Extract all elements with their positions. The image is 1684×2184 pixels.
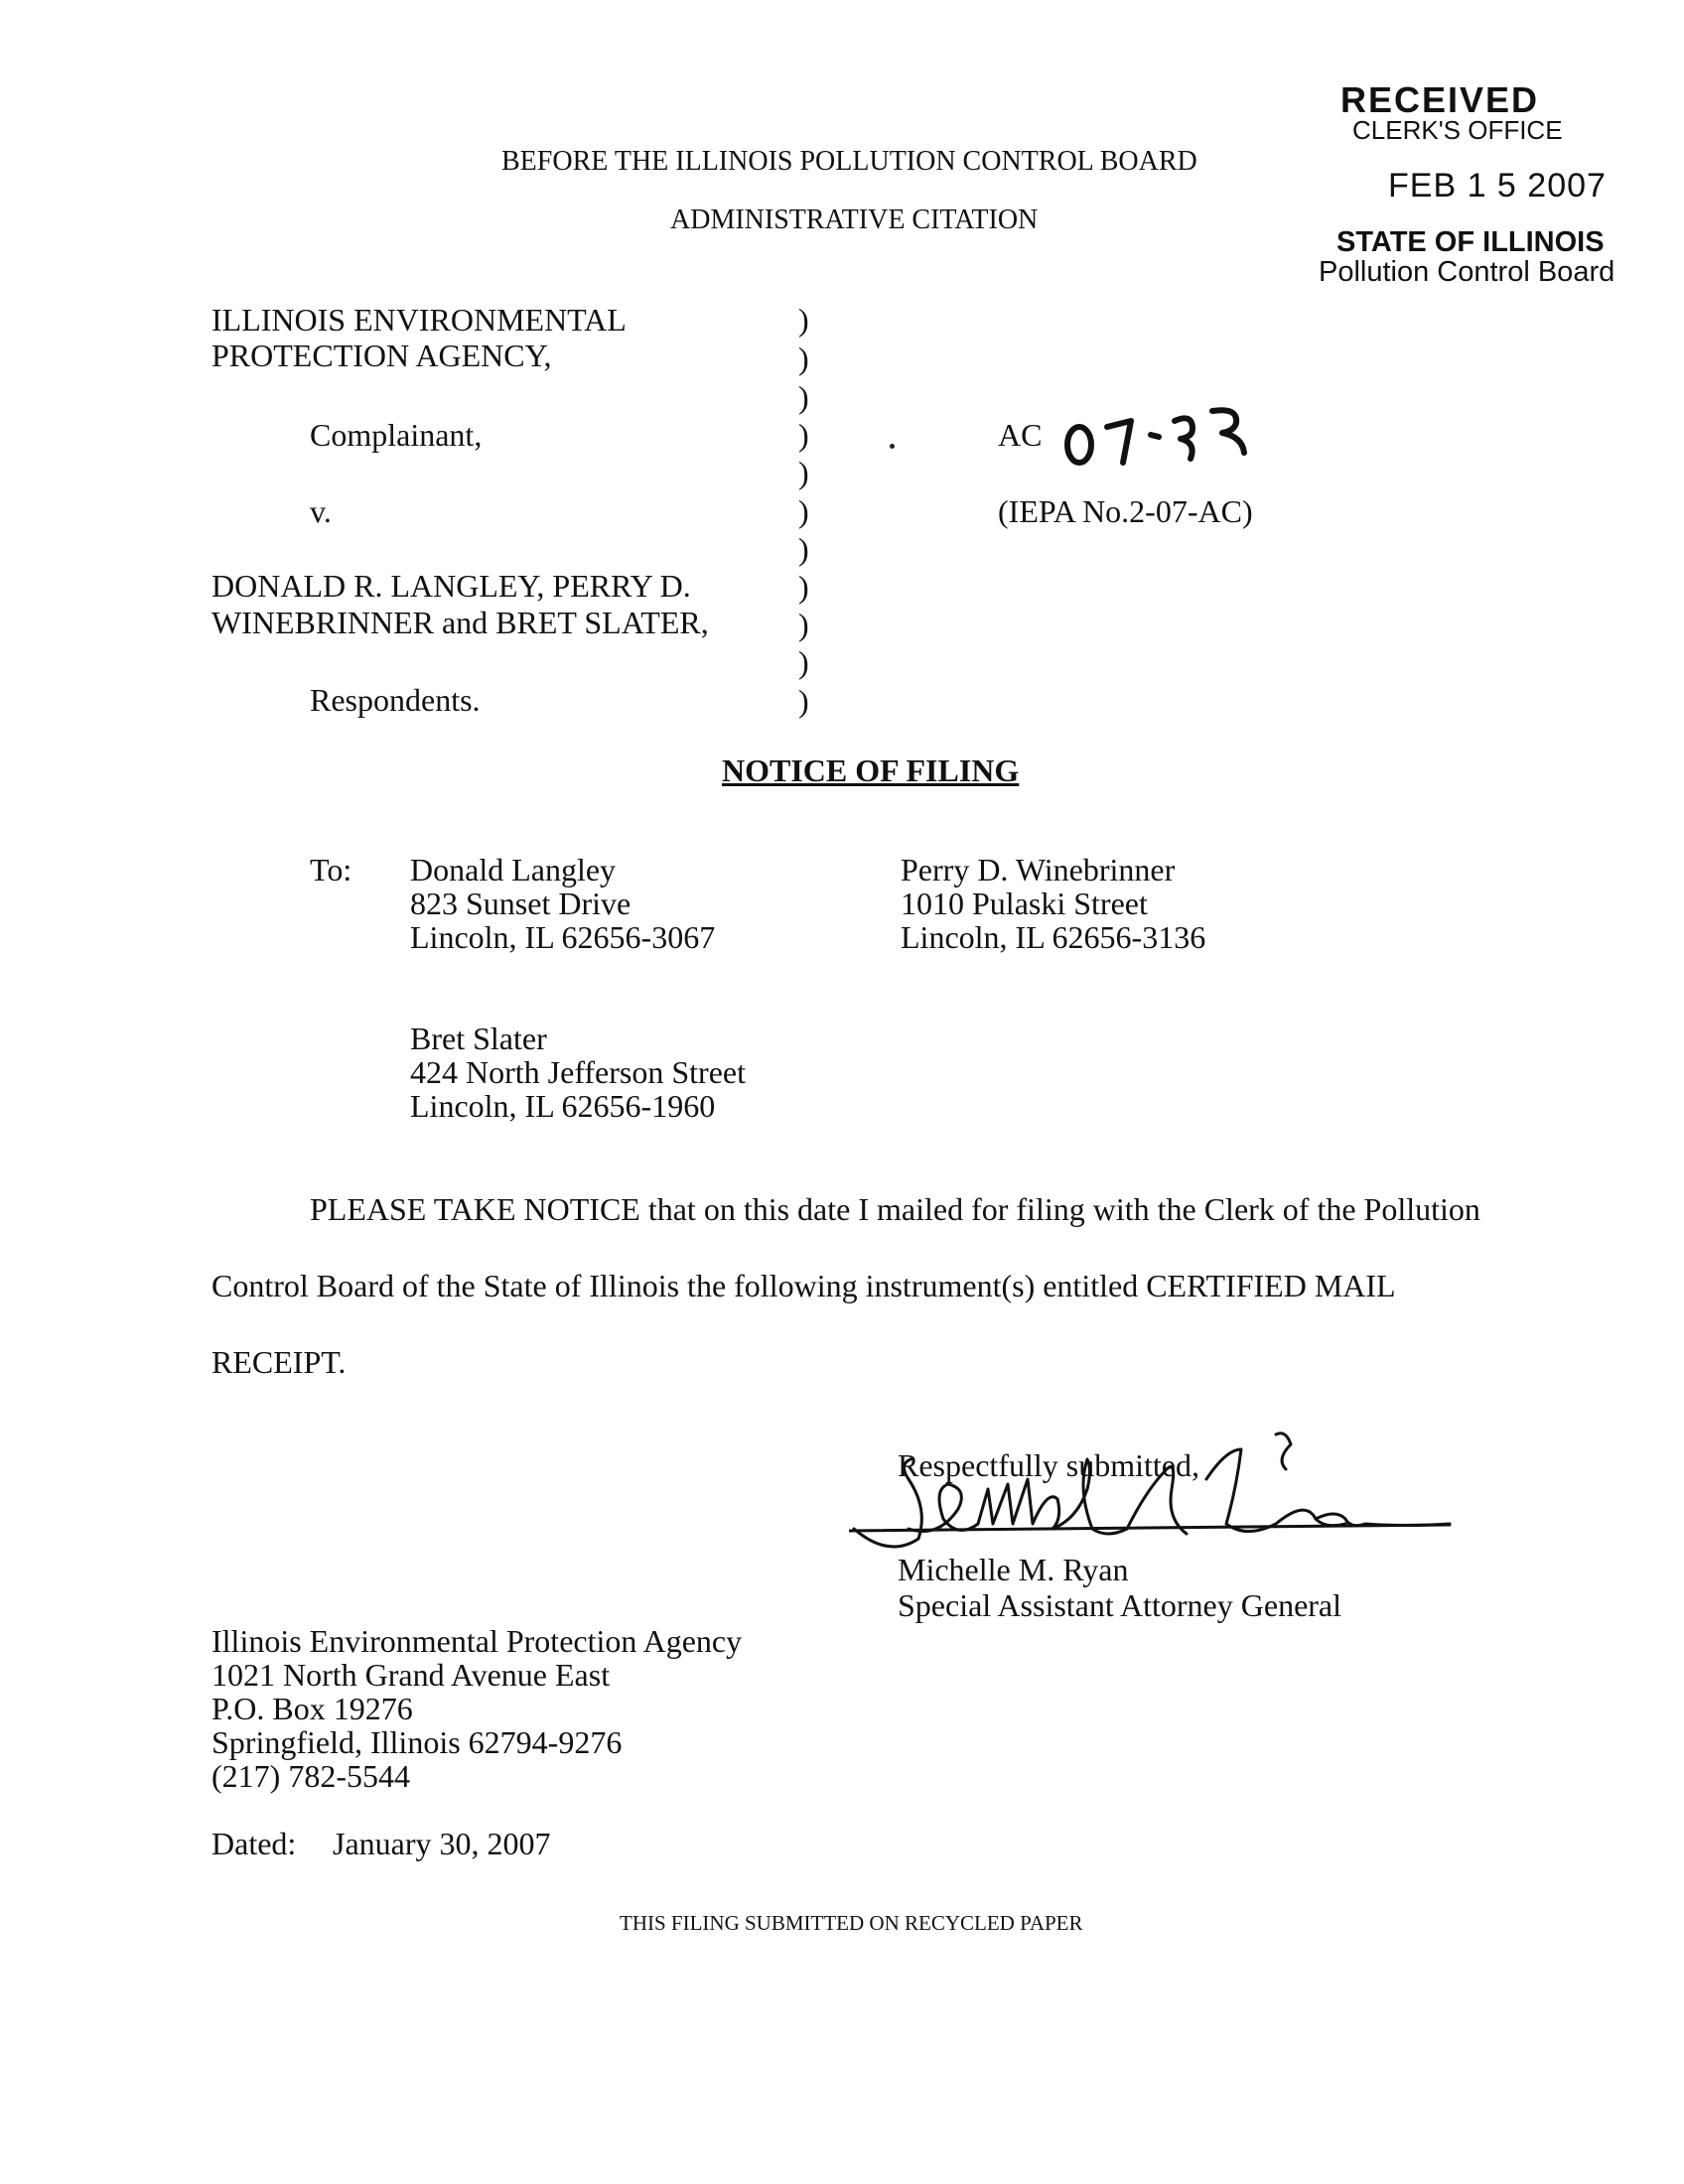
respondents-name-line1: DONALD R. LANGLEY, PERRY D. [211, 568, 691, 604]
body-line-1: PLEASE TAKE NOTICE that on this date I mailed for filing with the Clerk of the Pollution [310, 1191, 1480, 1227]
case-prefix: AC [998, 417, 1043, 453]
stamp-board: Pollution Control Board [1319, 256, 1615, 288]
recipient-2-street: 1010 Pulaski Street [901, 886, 1148, 921]
body-line-2: Control Board of the State of Illinois the following instrument(s) entitled CERTIFIED MAIL [211, 1268, 1396, 1303]
versus: v. [310, 493, 332, 529]
caption-paren: ) [798, 379, 809, 415]
caption-paren: ) [798, 644, 809, 680]
signer-name: Michelle M. Ryan [898, 1552, 1129, 1587]
recipient-2-city: Lincoln, IL 62656-3136 [901, 919, 1206, 955]
iepa-number: (IEPA No.2-07-AC) [998, 493, 1253, 529]
notice-title: NOTICE OF FILING [722, 752, 1020, 788]
caption-paren: ) [798, 683, 809, 719]
dated-label: Dated: [211, 1826, 297, 1861]
handwritten-case-number-icon [1048, 397, 1286, 477]
recipient-1-city: Lincoln, IL 62656-3067 [410, 919, 716, 955]
agency-phone: (217) 782-5544 [211, 1758, 410, 1794]
citation-heading: ADMINISTRATIVE CITATION [670, 205, 1039, 235]
complainant-role: Complainant, [310, 417, 483, 453]
recipient-1-name: Donald Langley [410, 852, 617, 887]
body-line-3: RECEIPT. [211, 1344, 347, 1380]
court-heading: BEFORE THE ILLINOIS POLLUTION CONTROL BOARD [501, 146, 1197, 177]
caption-paren: ) [798, 569, 809, 605]
recipient-3-name: Bret Slater [410, 1021, 547, 1056]
caption-paren: ) [798, 341, 809, 376]
signer-title: Special Assistant Attorney General [898, 1587, 1342, 1623]
to-label: To: [310, 852, 352, 887]
stray-dot [890, 444, 895, 449]
signature [849, 1430, 1465, 1569]
caption-paren: ) [798, 302, 809, 338]
recipient-1-street: 823 Sunset Drive [410, 886, 632, 921]
stamp-date: FEB 1 5 2007 [1388, 167, 1607, 205]
agency-city: Springfield, Illinois 62794-9276 [211, 1724, 623, 1760]
stamp-state: STATE OF ILLINOIS [1336, 226, 1605, 258]
stamp-clerks-office: CLERK'S OFFICE [1352, 115, 1563, 145]
complainant-name-line1: ILLINOIS ENVIRONMENTAL [211, 302, 627, 338]
caption-paren: ) [798, 455, 809, 490]
recipient-3-city: Lincoln, IL 62656-1960 [410, 1088, 716, 1124]
agency-street: 1021 North Grand Avenue East [211, 1657, 611, 1693]
recipient-2-name: Perry D. Winebrinner [901, 852, 1176, 887]
stamp-received: RECEIVED [1340, 79, 1540, 120]
footer-note: THIS FILING SUBMITTED ON RECYCLED PAPER [620, 1911, 1083, 1935]
complainant-name-line2: PROTECTION AGENCY, [211, 338, 552, 373]
caption-paren: ) [798, 531, 809, 567]
respondents-role: Respondents. [310, 682, 481, 718]
signature-closing: Respectfully submitted, [898, 1447, 1199, 1483]
caption-paren: ) [798, 607, 809, 642]
handwritten-signature-icon [849, 1430, 1465, 1569]
respondents-name-line2: WINEBRINNER and BRET SLATER, [211, 605, 709, 640]
agency-name: Illinois Environmental Protection Agency [211, 1623, 743, 1659]
recipient-3-street: 424 North Jefferson Street [410, 1054, 746, 1090]
caption-paren: ) [798, 417, 809, 453]
handwritten-case-number [1048, 397, 1286, 477]
agency-po-box: P.O. Box 19276 [211, 1691, 413, 1726]
dated-value: January 30, 2007 [333, 1826, 551, 1861]
caption-paren: ) [798, 493, 809, 529]
